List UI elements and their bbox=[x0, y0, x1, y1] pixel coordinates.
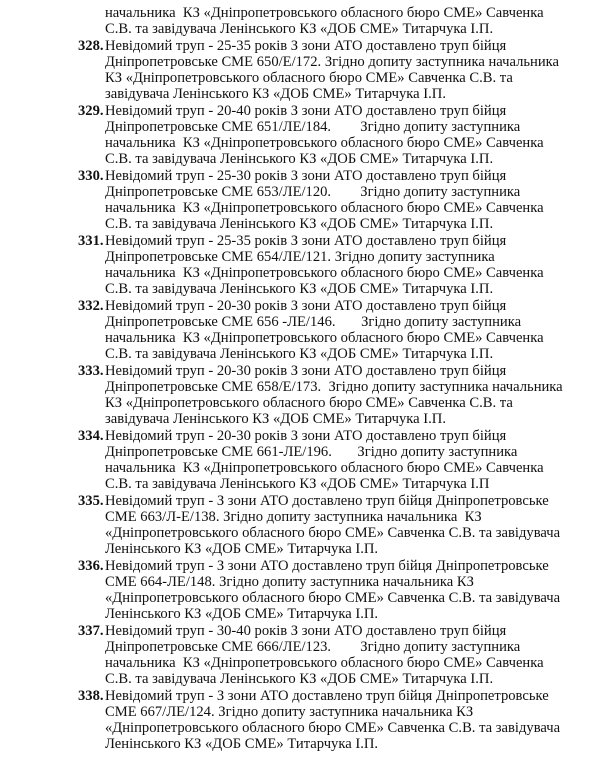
text-line bbox=[0, 574, 600, 590]
text-line bbox=[0, 184, 600, 200]
entry-text: начальника КЗ «Дніпропетровського обласного бюро СМЕ» Савченка bbox=[105, 460, 544, 476]
entry-text: КЗ «Дніпропетровського обласного бюро СМЕ» Савченка С.В. та bbox=[105, 395, 513, 411]
text-line bbox=[0, 476, 600, 492]
text-line bbox=[0, 314, 600, 330]
text-line bbox=[0, 249, 600, 265]
text-line bbox=[0, 493, 600, 509]
entry-text: начальника КЗ «Дніпропетровського обласного бюро СМЕ» Савченка bbox=[105, 655, 544, 671]
entry-text: С.В. та завідувача Ленінського КЗ «ДОБ СМЕ» Титарчука І.П. bbox=[105, 346, 494, 363]
text-line bbox=[0, 298, 600, 314]
entry-number: 330. bbox=[78, 167, 104, 184]
text-line bbox=[0, 103, 600, 119]
text-line bbox=[0, 606, 600, 622]
entry-text: Дніпропетровське СМЕ 651/ЛЕ/184. Згідно допиту заступника bbox=[105, 118, 521, 135]
text-line bbox=[0, 119, 600, 135]
text-line bbox=[0, 411, 600, 427]
entry-number: 331. bbox=[78, 232, 104, 249]
list-item bbox=[0, 623, 600, 688]
text-line bbox=[0, 379, 600, 395]
entry-text: Дніпропетровське СМЕ 654/ЛЕ/121. Згідно допиту заступника bbox=[105, 248, 495, 265]
entry-text: СМЕ 664-ЛЕ/148. Згідно допиту заступника начальника КЗ bbox=[105, 573, 474, 590]
entry-text: Невідомий труп - 20-40 років З зони АТО доставлено труп бійця bbox=[105, 102, 507, 119]
entry-text: С.В. та завідувача Ленінського КЗ «ДОБ СМЕ» Титарчука І.П bbox=[105, 476, 490, 493]
entry-text: «Дніпропетровського обласного бюро СМЕ» Савченка С.В. та завідувача bbox=[105, 720, 561, 736]
text-line bbox=[0, 460, 600, 476]
entry-text: КЗ «Дніпропетровського обласного бюро СМЕ» Савченка С.В. та bbox=[105, 70, 513, 86]
text-line: С.В. та завідувача Ленінського КЗ «ДОБ СМЕ» Титарчука І.П. bbox=[105, 21, 494, 38]
entry-text: Невідомий труп - 25-35 років З зони АТО доставлено труп бійця bbox=[105, 37, 507, 54]
text-line bbox=[0, 363, 600, 379]
entry-number: 333. bbox=[78, 362, 104, 379]
list-item bbox=[0, 688, 600, 753]
list-item bbox=[0, 168, 600, 233]
entry-text: Дніпропетровське СМЕ 658/Е/173. Згідно допиту заступника начальника bbox=[105, 378, 563, 395]
entry-text: «Дніпропетровського обласного бюро СМЕ» Савченка С.В. та завідувача bbox=[105, 590, 561, 606]
list-item bbox=[0, 298, 600, 363]
entry-text: Ленінського КЗ «ДОБ СМЕ» Титарчука І.П. bbox=[105, 606, 379, 623]
text-line bbox=[0, 590, 600, 606]
entry-text: Дніпропетровське СМЕ 661-ЛЕ/196. Згідно допиту заступника bbox=[105, 443, 518, 460]
entry-text: С.В. та завідувача Ленінського КЗ «ДОБ СМЕ» Титарчука І.П. bbox=[105, 281, 494, 298]
entry-text: СМЕ 667/ЛЕ/124. Згідно допиту заступника начальника КЗ bbox=[105, 703, 474, 720]
entry-text: начальника КЗ «Дніпропетровського обласного бюро СМЕ» Савченка bbox=[105, 330, 544, 346]
text-line bbox=[0, 265, 600, 281]
entry-text: Невідомий труп - 30-40 років З зони АТО доставлено труп бійця bbox=[105, 622, 507, 639]
text-line bbox=[0, 736, 600, 752]
entry-text: С.В. та завідувача Ленінського КЗ «ДОБ СМЕ» Титарчука І.П. bbox=[105, 216, 494, 233]
entry-text: Невідомий труп - 25-35 років З зони АТО доставлено труп бійця bbox=[105, 232, 507, 249]
text-line bbox=[0, 233, 600, 249]
entry-text: завідувача Ленінського КЗ «ДОБ СМЕ» Титарчука І.П. bbox=[105, 86, 446, 103]
text-line bbox=[0, 558, 600, 574]
entry-text: СМЕ 663/Л-Е/138. Згідно допиту заступника начальника КЗ bbox=[105, 508, 482, 525]
text-line bbox=[0, 623, 600, 639]
entry-text: Невідомий труп - З зони АТО доставлено труп бійця Дніпропетровське bbox=[105, 557, 549, 574]
text-line bbox=[0, 281, 600, 297]
entry-text: «Дніпропетровського обласного бюро СМЕ» Савченка С.В. та завідувача bbox=[105, 525, 561, 541]
entry-number: 336. bbox=[78, 557, 104, 574]
text-line bbox=[0, 720, 600, 736]
text-line bbox=[0, 168, 600, 184]
text-line bbox=[0, 671, 600, 687]
text-line bbox=[0, 151, 600, 167]
text-line bbox=[0, 639, 600, 655]
entry-number: 338. bbox=[78, 687, 104, 704]
document-page bbox=[0, 5, 600, 753]
list-item bbox=[0, 38, 600, 103]
entry-number: 337. bbox=[78, 622, 104, 639]
entry-text: Невідомий труп - 25-30 років З зони АТО доставлено труп бійця bbox=[105, 167, 507, 184]
text-line bbox=[0, 395, 600, 411]
text-line bbox=[0, 330, 600, 346]
entry-text: Ленінського КЗ «ДОБ СМЕ» Титарчука І.П. bbox=[105, 736, 379, 753]
entry-number: 335. bbox=[78, 492, 104, 509]
text-line bbox=[0, 216, 600, 232]
entry-number: 329. bbox=[78, 102, 104, 119]
entry-text: начальника КЗ «Дніпропетровського обласного бюро СМЕ» Савченка bbox=[105, 200, 544, 216]
list-item bbox=[0, 233, 600, 298]
text-line bbox=[0, 704, 600, 720]
entry-text: Невідомий труп - 20-30 років З зони АТО доставлено труп бійця bbox=[105, 362, 507, 379]
entry-text: Дніпропетровське СМЕ 656 -ЛЕ/146. Згідно допиту заступника bbox=[105, 313, 522, 330]
list-item bbox=[0, 428, 600, 493]
entry-text: Дніпропетровське СМЕ 653/ЛЕ/120. Згідно допиту заступника bbox=[105, 183, 521, 200]
entry-text: С.В. та завідувача Ленінського КЗ «ДОБ СМЕ» Титарчука І.П. bbox=[105, 671, 494, 688]
text-line bbox=[0, 525, 600, 541]
text-line bbox=[0, 346, 600, 362]
text-line: начальника КЗ «Дніпропетровського обласного бюро СМЕ» Савченка bbox=[105, 5, 544, 21]
text-line bbox=[0, 86, 600, 102]
list-item bbox=[0, 493, 600, 558]
text-line bbox=[0, 428, 600, 444]
entry-text: С.В. та завідувача Ленінського КЗ «ДОБ СМЕ» Титарчука І.П. bbox=[105, 151, 494, 168]
text-line bbox=[0, 70, 600, 86]
entry-text: завідувача Ленінського КЗ «ДОБ СМЕ» Титарчука І.П. bbox=[105, 411, 446, 428]
entry-text: Невідомий труп - 20-30 років З зони АТО доставлено труп бійця bbox=[105, 427, 507, 444]
entry-text: начальника КЗ «Дніпропетровського обласного бюро СМЕ» Савченка bbox=[105, 265, 544, 281]
continuation-text bbox=[0, 5, 600, 38]
entry-text: Невідомий труп - 20-30 років З зони АТО доставлено труп бійця bbox=[105, 297, 507, 314]
entry-text: Невідомий труп - З зони АТО доставлено труп бійця Дніпропетровське bbox=[105, 687, 549, 704]
entry-number: 334. bbox=[78, 427, 104, 444]
text-line bbox=[0, 38, 600, 54]
text-line bbox=[0, 655, 600, 671]
entry-text: Дніпропетровське СМЕ 666/ЛЕ/123. Згідно допиту заступника bbox=[105, 638, 521, 655]
text-line bbox=[0, 541, 600, 557]
text-line bbox=[0, 135, 600, 151]
text-line bbox=[0, 509, 600, 525]
entry-text: Невідомий труп - З зони АТО доставлено труп бійця Дніпропетровське bbox=[105, 492, 549, 509]
entry-text: Дніпропетровське СМЕ 650/Е/172. Згідно допиту заступника начальника bbox=[105, 53, 560, 70]
list-item bbox=[0, 558, 600, 623]
entry-number: 332. bbox=[78, 297, 104, 314]
entry-text: начальника КЗ «Дніпропетровського обласного бюро СМЕ» Савченка bbox=[105, 135, 544, 151]
entry-list bbox=[0, 38, 600, 753]
entry-text: Ленінського КЗ «ДОБ СМЕ» Титарчука І.П. bbox=[105, 541, 379, 558]
text-line bbox=[0, 54, 600, 70]
text-line bbox=[0, 200, 600, 216]
text-line bbox=[0, 688, 600, 704]
text-line bbox=[0, 444, 600, 460]
entry-number: 328. bbox=[78, 37, 104, 54]
list-item bbox=[0, 363, 600, 428]
list-item bbox=[0, 103, 600, 168]
